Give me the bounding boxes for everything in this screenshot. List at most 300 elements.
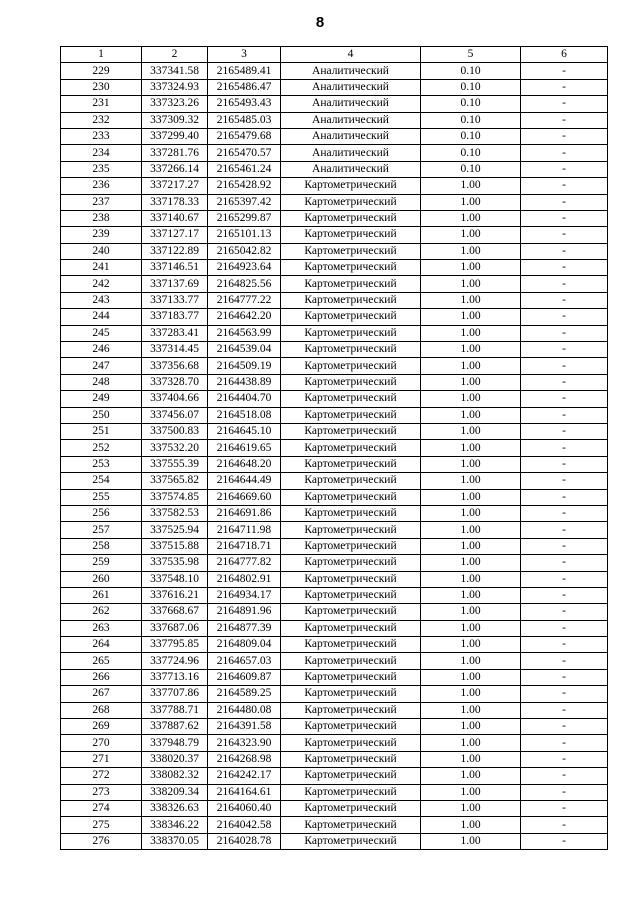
column-header-6: 6 <box>521 47 608 63</box>
accuracy-cell: 1.00 <box>421 227 521 243</box>
x-coordinate-cell: 337574.85 <box>142 489 208 505</box>
y-coordinate-cell: 2165493.43 <box>208 96 281 112</box>
point-number-cell: 256 <box>61 505 142 521</box>
method-cell: Картометрический <box>281 669 421 685</box>
table-row <box>61 456 608 472</box>
method-cell: Картометрический <box>281 342 421 358</box>
note-cell: - <box>521 522 608 538</box>
point-number-cell: 235 <box>61 161 142 177</box>
table-row <box>61 227 608 243</box>
accuracy-cell: 1.00 <box>421 342 521 358</box>
y-coordinate-cell: 2165470.57 <box>208 145 281 161</box>
point-number-cell: 243 <box>61 292 142 308</box>
page-number: 8 <box>315 14 325 31</box>
accuracy-cell: 1.00 <box>421 637 521 653</box>
table-row <box>61 292 608 308</box>
accuracy-cell: 1.00 <box>421 260 521 276</box>
method-cell: Картометрический <box>281 440 421 456</box>
note-cell: - <box>521 112 608 128</box>
table-row <box>61 161 608 177</box>
method-cell: Картометрический <box>281 243 421 259</box>
x-coordinate-cell: 338326.63 <box>142 800 208 816</box>
accuracy-cell: 0.10 <box>421 145 521 161</box>
point-number-cell: 257 <box>61 522 142 538</box>
note-cell: - <box>521 800 608 816</box>
point-number-cell: 274 <box>61 800 142 816</box>
note-cell: - <box>521 243 608 259</box>
accuracy-cell: 1.00 <box>421 620 521 636</box>
x-coordinate-cell: 337314.45 <box>142 342 208 358</box>
x-coordinate-cell: 337724.96 <box>142 653 208 669</box>
note-cell: - <box>521 505 608 521</box>
x-coordinate-cell: 337548.10 <box>142 571 208 587</box>
point-number-cell: 251 <box>61 423 142 439</box>
x-coordinate-cell: 337137.69 <box>142 276 208 292</box>
point-number-cell: 267 <box>61 686 142 702</box>
table-row <box>61 423 608 439</box>
point-number-cell: 269 <box>61 719 142 735</box>
table-row <box>61 79 608 95</box>
x-coordinate-cell: 337456.07 <box>142 407 208 423</box>
x-coordinate-cell: 337515.88 <box>142 538 208 554</box>
y-coordinate-cell: 2164404.70 <box>208 391 281 407</box>
method-cell: Картометрический <box>281 768 421 784</box>
accuracy-cell: 1.00 <box>421 423 521 439</box>
point-number-cell: 276 <box>61 833 142 849</box>
x-coordinate-cell: 337183.77 <box>142 309 208 325</box>
table-row <box>61 669 608 685</box>
y-coordinate-cell: 2164539.04 <box>208 342 281 358</box>
y-coordinate-cell: 2164060.40 <box>208 800 281 816</box>
table-row <box>61 112 608 128</box>
x-coordinate-cell: 337341.58 <box>142 63 208 79</box>
y-coordinate-cell: 2164164.61 <box>208 784 281 800</box>
note-cell: - <box>521 735 608 751</box>
column-header-3: 3 <box>208 47 281 63</box>
method-cell: Картометрический <box>281 391 421 407</box>
y-coordinate-cell: 2165042.82 <box>208 243 281 259</box>
point-number-cell: 252 <box>61 440 142 456</box>
accuracy-cell: 1.00 <box>421 751 521 767</box>
point-number-cell: 248 <box>61 374 142 390</box>
method-cell: Картометрический <box>281 522 421 538</box>
column-header-1: 1 <box>61 47 142 63</box>
note-cell: - <box>521 784 608 800</box>
point-number-cell: 250 <box>61 407 142 423</box>
point-number-cell: 273 <box>61 784 142 800</box>
table-row <box>61 555 608 571</box>
x-coordinate-cell: 338020.37 <box>142 751 208 767</box>
table-row <box>61 735 608 751</box>
point-number-cell: 247 <box>61 358 142 374</box>
note-cell: - <box>521 473 608 489</box>
accuracy-cell: 1.00 <box>421 210 521 226</box>
method-cell: Картометрический <box>281 358 421 374</box>
note-cell: - <box>521 161 608 177</box>
note-cell: - <box>521 63 608 79</box>
note-cell: - <box>521 637 608 653</box>
accuracy-cell: 1.00 <box>421 833 521 849</box>
method-cell: Картометрический <box>281 210 421 226</box>
table-row <box>61 686 608 702</box>
note-cell: - <box>521 210 608 226</box>
y-coordinate-cell: 2164642.20 <box>208 309 281 325</box>
method-cell: Картометрический <box>281 751 421 767</box>
point-number-cell: 233 <box>61 128 142 144</box>
accuracy-cell: 1.00 <box>421 571 521 587</box>
y-coordinate-cell: 2165461.24 <box>208 161 281 177</box>
note-cell: - <box>521 440 608 456</box>
note-cell: - <box>521 719 608 735</box>
accuracy-cell: 1.00 <box>421 358 521 374</box>
x-coordinate-cell: 337500.83 <box>142 423 208 439</box>
column-header-2: 2 <box>142 47 208 63</box>
method-cell: Картометрический <box>281 292 421 308</box>
point-number-cell: 253 <box>61 456 142 472</box>
x-coordinate-cell: 337356.68 <box>142 358 208 374</box>
method-cell: Картометрический <box>281 309 421 325</box>
table-row <box>61 751 608 767</box>
accuracy-cell: 1.00 <box>421 374 521 390</box>
y-coordinate-cell: 2164648.20 <box>208 456 281 472</box>
y-coordinate-cell: 2164589.25 <box>208 686 281 702</box>
note-cell: - <box>521 604 608 620</box>
note-cell: - <box>521 407 608 423</box>
y-coordinate-cell: 2164323.90 <box>208 735 281 751</box>
accuracy-cell: 1.00 <box>421 276 521 292</box>
table-row <box>61 391 608 407</box>
table-row <box>61 440 608 456</box>
y-coordinate-cell: 2165486.47 <box>208 79 281 95</box>
accuracy-cell: 1.00 <box>421 800 521 816</box>
method-cell: Картометрический <box>281 686 421 702</box>
point-number-cell: 268 <box>61 702 142 718</box>
accuracy-cell: 0.10 <box>421 79 521 95</box>
x-coordinate-cell: 337266.14 <box>142 161 208 177</box>
accuracy-cell: 1.00 <box>421 587 521 603</box>
method-cell: Аналитический <box>281 112 421 128</box>
y-coordinate-cell: 2165489.41 <box>208 63 281 79</box>
y-coordinate-cell: 2164509.19 <box>208 358 281 374</box>
x-coordinate-cell: 337668.67 <box>142 604 208 620</box>
x-coordinate-cell: 338346.22 <box>142 817 208 833</box>
method-cell: Картометрический <box>281 374 421 390</box>
note-cell: - <box>521 571 608 587</box>
note-cell: - <box>521 145 608 161</box>
x-coordinate-cell: 337535.98 <box>142 555 208 571</box>
method-cell: Картометрический <box>281 194 421 210</box>
table-row <box>61 604 608 620</box>
x-coordinate-cell: 337788.71 <box>142 702 208 718</box>
x-coordinate-cell: 337687.06 <box>142 620 208 636</box>
point-number-cell: 261 <box>61 587 142 603</box>
x-coordinate-cell: 337713.16 <box>142 669 208 685</box>
accuracy-cell: 0.10 <box>421 63 521 79</box>
point-number-cell: 272 <box>61 768 142 784</box>
point-number-cell: 255 <box>61 489 142 505</box>
note-cell: - <box>521 555 608 571</box>
point-number-cell: 231 <box>61 96 142 112</box>
note-cell: - <box>521 669 608 685</box>
point-number-cell: 232 <box>61 112 142 128</box>
note-cell: - <box>521 128 608 144</box>
method-cell: Аналитический <box>281 161 421 177</box>
y-coordinate-cell: 2164645.10 <box>208 423 281 439</box>
note-cell: - <box>521 260 608 276</box>
point-number-cell: 242 <box>61 276 142 292</box>
table-row <box>61 833 608 849</box>
point-number-cell: 230 <box>61 79 142 95</box>
method-cell: Картометрический <box>281 456 421 472</box>
accuracy-cell: 1.00 <box>421 456 521 472</box>
note-cell: - <box>521 391 608 407</box>
table-row <box>61 128 608 144</box>
point-number-cell: 264 <box>61 637 142 653</box>
accuracy-cell: 0.10 <box>421 128 521 144</box>
method-cell: Картометрический <box>281 227 421 243</box>
note-cell: - <box>521 194 608 210</box>
column-header-5: 5 <box>421 47 521 63</box>
x-coordinate-cell: 337555.39 <box>142 456 208 472</box>
point-number-cell: 258 <box>61 538 142 554</box>
table-row <box>61 325 608 341</box>
y-coordinate-cell: 2164802.91 <box>208 571 281 587</box>
y-coordinate-cell: 2164691.86 <box>208 505 281 521</box>
table-row <box>61 587 608 603</box>
note-cell: - <box>521 456 608 472</box>
note-cell: - <box>521 702 608 718</box>
accuracy-cell: 1.00 <box>421 669 521 685</box>
accuracy-cell: 1.00 <box>421 325 521 341</box>
accuracy-cell: 1.00 <box>421 243 521 259</box>
x-coordinate-cell: 338370.05 <box>142 833 208 849</box>
note-cell: - <box>521 653 608 669</box>
y-coordinate-cell: 2165299.87 <box>208 210 281 226</box>
note-cell: - <box>521 768 608 784</box>
method-cell: Картометрический <box>281 473 421 489</box>
x-coordinate-cell: 337707.86 <box>142 686 208 702</box>
table-row <box>61 522 608 538</box>
x-coordinate-cell: 337948.79 <box>142 735 208 751</box>
y-coordinate-cell: 2164563.99 <box>208 325 281 341</box>
y-coordinate-cell: 2164619.65 <box>208 440 281 456</box>
note-cell: - <box>521 325 608 341</box>
point-number-cell: 262 <box>61 604 142 620</box>
point-number-cell: 265 <box>61 653 142 669</box>
x-coordinate-cell: 337887.62 <box>142 719 208 735</box>
x-coordinate-cell: 337178.33 <box>142 194 208 210</box>
accuracy-cell: 1.00 <box>421 555 521 571</box>
accuracy-cell: 1.00 <box>421 719 521 735</box>
y-coordinate-cell: 2164518.08 <box>208 407 281 423</box>
x-coordinate-cell: 337133.77 <box>142 292 208 308</box>
point-number-cell: 270 <box>61 735 142 751</box>
y-coordinate-cell: 2164242.17 <box>208 768 281 784</box>
method-cell: Аналитический <box>281 145 421 161</box>
point-number-cell: 263 <box>61 620 142 636</box>
point-number-cell: 259 <box>61 555 142 571</box>
y-coordinate-cell: 2165485.03 <box>208 112 281 128</box>
note-cell: - <box>521 538 608 554</box>
note-cell: - <box>521 342 608 358</box>
note-cell: - <box>521 374 608 390</box>
note-cell: - <box>521 489 608 505</box>
method-cell: Картометрический <box>281 178 421 194</box>
x-coordinate-cell: 337324.93 <box>142 79 208 95</box>
x-coordinate-cell: 338082.32 <box>142 768 208 784</box>
accuracy-cell: 1.00 <box>421 292 521 308</box>
method-cell: Картометрический <box>281 260 421 276</box>
table-row <box>61 817 608 833</box>
y-coordinate-cell: 2164923.64 <box>208 260 281 276</box>
y-coordinate-cell: 2164480.08 <box>208 702 281 718</box>
note-cell: - <box>521 620 608 636</box>
x-coordinate-cell: 337532.20 <box>142 440 208 456</box>
y-coordinate-cell: 2164877.39 <box>208 620 281 636</box>
accuracy-cell: 0.10 <box>421 161 521 177</box>
accuracy-cell: 1.00 <box>421 522 521 538</box>
table-row <box>61 243 608 259</box>
table-row <box>61 358 608 374</box>
accuracy-cell: 1.00 <box>421 391 521 407</box>
y-coordinate-cell: 2164391.58 <box>208 719 281 735</box>
note-cell: - <box>521 96 608 112</box>
method-cell: Картометрический <box>281 555 421 571</box>
method-cell: Картометрический <box>281 637 421 653</box>
x-coordinate-cell: 337565.82 <box>142 473 208 489</box>
table-row <box>61 96 608 112</box>
y-coordinate-cell: 2165397.42 <box>208 194 281 210</box>
y-coordinate-cell: 2164934.17 <box>208 587 281 603</box>
y-coordinate-cell: 2164777.82 <box>208 555 281 571</box>
y-coordinate-cell: 2164669.60 <box>208 489 281 505</box>
method-cell: Картометрический <box>281 538 421 554</box>
method-cell: Картометрический <box>281 719 421 735</box>
y-coordinate-cell: 2164718.71 <box>208 538 281 554</box>
method-cell: Картометрический <box>281 620 421 636</box>
point-number-cell: 229 <box>61 63 142 79</box>
note-cell: - <box>521 309 608 325</box>
x-coordinate-cell: 337309.32 <box>142 112 208 128</box>
table-row <box>61 210 608 226</box>
method-cell: Картометрический <box>281 407 421 423</box>
accuracy-cell: 1.00 <box>421 604 521 620</box>
point-number-cell: 254 <box>61 473 142 489</box>
accuracy-cell: 1.00 <box>421 538 521 554</box>
method-cell: Картометрический <box>281 833 421 849</box>
y-coordinate-cell: 2164028.78 <box>208 833 281 849</box>
method-cell: Картометрический <box>281 505 421 521</box>
table-row <box>61 374 608 390</box>
x-coordinate-cell: 337525.94 <box>142 522 208 538</box>
y-coordinate-cell: 2165428.92 <box>208 178 281 194</box>
note-cell: - <box>521 79 608 95</box>
table-row <box>61 719 608 735</box>
accuracy-cell: 1.00 <box>421 505 521 521</box>
y-coordinate-cell: 2164644.49 <box>208 473 281 489</box>
y-coordinate-cell: 2164809.04 <box>208 637 281 653</box>
x-coordinate-cell: 337616.21 <box>142 587 208 603</box>
method-cell: Аналитический <box>281 128 421 144</box>
note-cell: - <box>521 292 608 308</box>
x-coordinate-cell: 337140.67 <box>142 210 208 226</box>
method-cell: Аналитический <box>281 79 421 95</box>
method-cell: Картометрический <box>281 800 421 816</box>
note-cell: - <box>521 358 608 374</box>
point-number-cell: 238 <box>61 210 142 226</box>
x-coordinate-cell: 337328.70 <box>142 374 208 390</box>
y-coordinate-cell: 2164268.98 <box>208 751 281 767</box>
method-cell: Картометрический <box>281 784 421 800</box>
table-row <box>61 473 608 489</box>
note-cell: - <box>521 686 608 702</box>
x-coordinate-cell: 337127.17 <box>142 227 208 243</box>
table-row <box>61 800 608 816</box>
column-header-4: 4 <box>281 47 421 63</box>
point-number-cell: 271 <box>61 751 142 767</box>
table-row <box>61 407 608 423</box>
method-cell: Аналитический <box>281 96 421 112</box>
table-row <box>61 620 608 636</box>
note-cell: - <box>521 178 608 194</box>
x-coordinate-cell: 337795.85 <box>142 637 208 653</box>
method-cell: Картометрический <box>281 653 421 669</box>
y-coordinate-cell: 2164042.58 <box>208 817 281 833</box>
accuracy-cell: 1.00 <box>421 653 521 669</box>
accuracy-cell: 1.00 <box>421 440 521 456</box>
point-number-cell: 275 <box>61 817 142 833</box>
x-coordinate-cell: 337404.66 <box>142 391 208 407</box>
accuracy-cell: 1.00 <box>421 784 521 800</box>
x-coordinate-cell: 337283.41 <box>142 325 208 341</box>
method-cell: Картометрический <box>281 604 421 620</box>
note-cell: - <box>521 587 608 603</box>
point-number-cell: 239 <box>61 227 142 243</box>
table-row <box>61 768 608 784</box>
method-cell: Картометрический <box>281 571 421 587</box>
table-row <box>61 309 608 325</box>
accuracy-cell: 1.00 <box>421 309 521 325</box>
point-number-cell: 245 <box>61 325 142 341</box>
x-coordinate-cell: 337299.40 <box>142 128 208 144</box>
method-cell: Картометрический <box>281 325 421 341</box>
table-row <box>61 637 608 653</box>
note-cell: - <box>521 817 608 833</box>
y-coordinate-cell: 2165479.68 <box>208 128 281 144</box>
table-row <box>61 538 608 554</box>
coordinates-table <box>60 46 608 850</box>
accuracy-cell: 1.00 <box>421 768 521 784</box>
point-number-cell: 236 <box>61 178 142 194</box>
x-coordinate-cell: 337146.51 <box>142 260 208 276</box>
accuracy-cell: 1.00 <box>421 702 521 718</box>
table-row <box>61 571 608 587</box>
table-row <box>61 489 608 505</box>
method-cell: Картометрический <box>281 276 421 292</box>
method-cell: Картометрический <box>281 817 421 833</box>
note-cell: - <box>521 833 608 849</box>
y-coordinate-cell: 2165101.13 <box>208 227 281 243</box>
point-number-cell: 260 <box>61 571 142 587</box>
table-row <box>61 702 608 718</box>
y-coordinate-cell: 2164711.98 <box>208 522 281 538</box>
point-number-cell: 244 <box>61 309 142 325</box>
table-row <box>61 276 608 292</box>
accuracy-cell: 1.00 <box>421 489 521 505</box>
table-row <box>61 653 608 669</box>
x-coordinate-cell: 337217.27 <box>142 178 208 194</box>
table-header-row <box>61 47 608 63</box>
